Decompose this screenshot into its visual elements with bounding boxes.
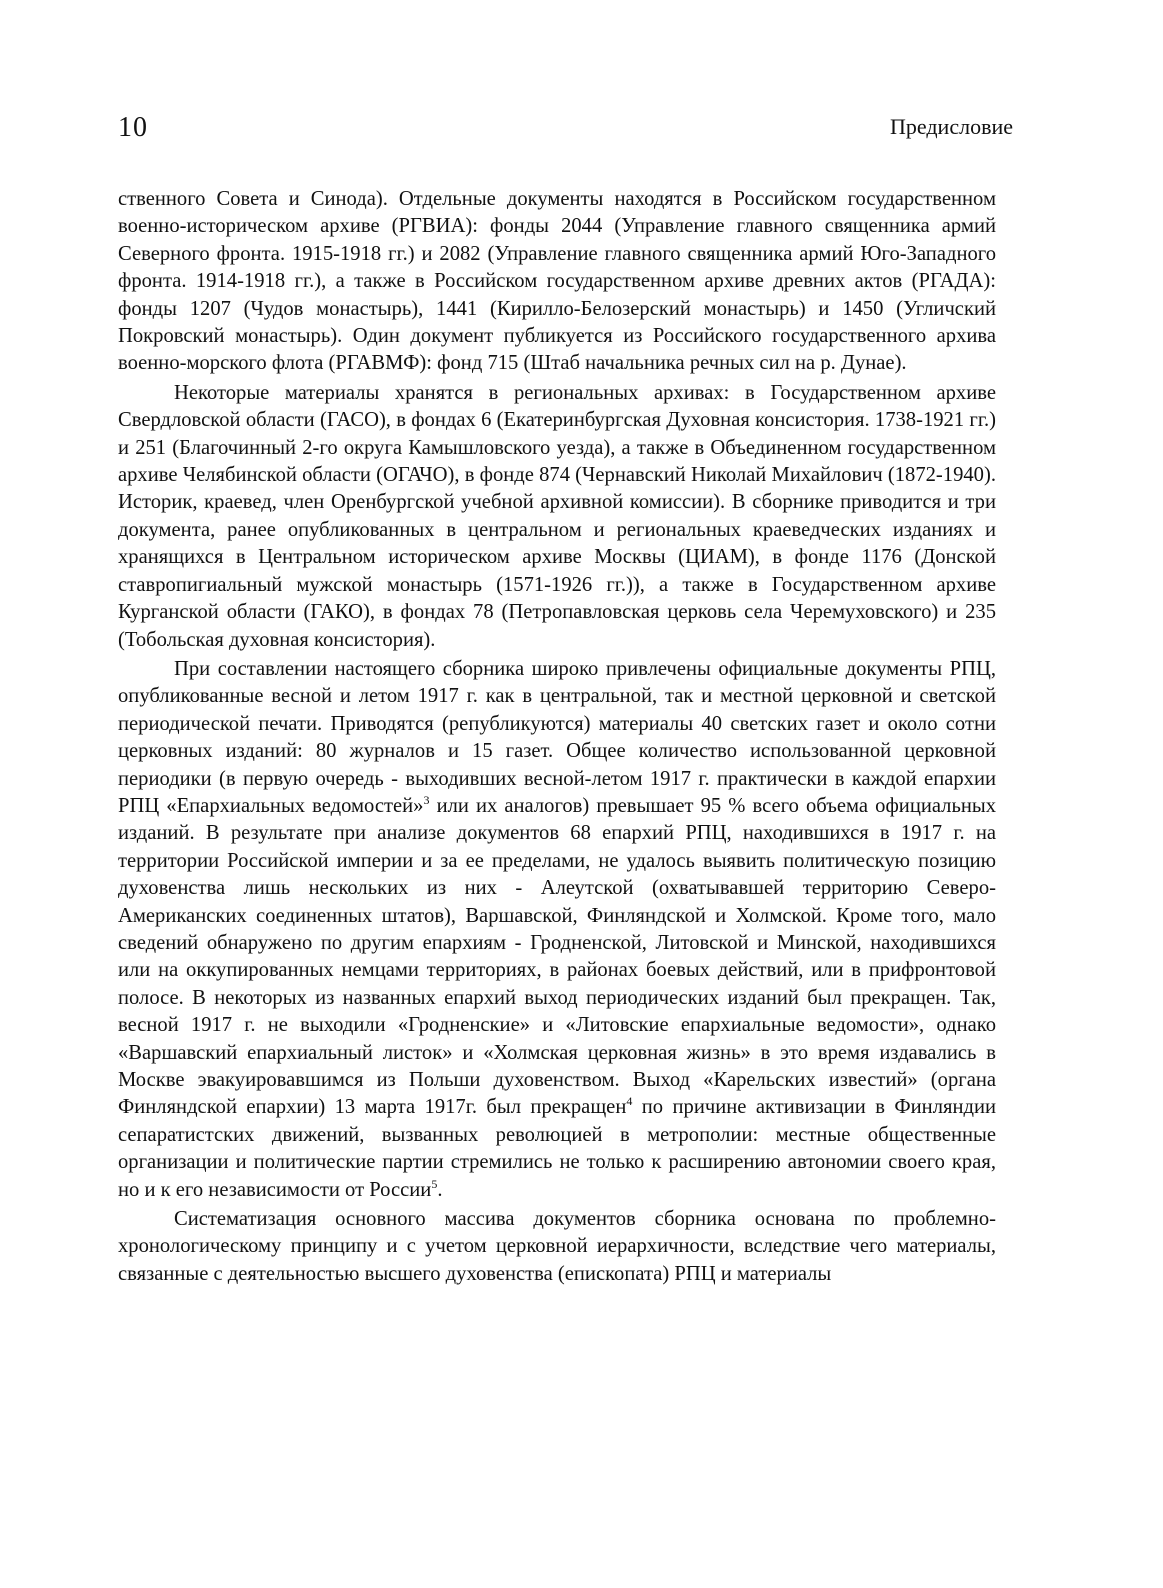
paragraph-periodicals bbox=[118, 656, 996, 1204]
paragraph-archives-central: ственного Совета и Синода). Отдельные документы находятся в Российском государственном военно-историческом архиве (РГВИА): фонды 2044 (Управление главного священника армий Северного фронта. 1915-1918 гг.) и 2082 (Управление главного священника армий Юго-Западного фронта. 1914-1918 гг.), а также в Российском государственном архиве древних актов (РГАДА): фонды 1207 (Чудов монастырь), 1441 (Кирилло-Белозерский монастырь) и 1450 (Угличский Покровский монастырь). Один документ публикуется из Российского государственного архива военно-морского флота (РГАВМФ): фонд 715 (Штаб начальника речных сил на р. Дунае). bbox=[118, 188, 996, 375]
footnote-ref-5: 5 bbox=[431, 1176, 438, 1191]
paragraph-periodicals-part-2: или их аналогов) превышает 95 % всего объема официальных изданий. В результате при анализе документов 68 епархий РПЦ, находившихся в 1917 г. на территории Российской империи и за ее пределами, не удалось выявить политическую позицию духовенства лишь нескольких из них - Алеутской (охватывавшей территорию Северо-Американских соединенных штатов), Варшавской, Финляндской и Холмской. Кроме того, мало сведений обнаружено по другим епархиям - Гродненской, Литовской и Минской, находившихся или на оккупированных немцами территориях, в районах боевых действий, или в прифронтовой полосе. В некоторых из названных епархий выход периодических изданий был прекращен. Так, весной 1917 г. не выходили «Гродненские» и «Литовские епархиальные ведомости», однако «Варшавский епархиальный листок» и «Холмская церковная жизнь» в это время издавались в Москве эвакуировавшимся из Польши духовенством. Выход «Карельских известий» (органа Финляндской епархии) 13 марта 1917г. был прекращен bbox=[118, 794, 997, 1119]
paragraph-periodicals-part-4: . bbox=[437, 1178, 443, 1201]
paragraph-archives-regional: Некоторые материалы хранятся в региональных архивах: в Государственном архиве Свердловской области (ГАСО), в фондах 6 (Екатеринбургская Духовная консистория. 1738-1921 гг.) и 251 (Благочинный 2-го округа Камышловского уезда), а также в Объединенном государственном архиве Челябинской области (ОГАЧО), в фонде 874 (Чернавский Николай Михайлович (1872-1940). Историк, краевед, член Оренбургской учебной архивной комиссии). В сборнике приводится и три документа, ранее опубликованных в центральном и региональных краеведческих изданиях и хранящихся в Центральном историческом архиве Москвы (ЦИАМ), в фонде 1176 (Донской ставропигиальный мужской монастырь (1571-1926 гг.)), а также в Государственном архиве Курганской области (ГАКО), в фондах 78 (Петропавловская церковь села Черемуховского) и 235 (Тобольская духовная консистория). bbox=[118, 381, 996, 651]
footnote-ref-4: 4 bbox=[626, 1094, 633, 1109]
page-body bbox=[118, 186, 996, 1288]
paragraph-periodicals-part-3: по причине активизации в Финляндии сепаратистских движений, вызванных революцией в метрополии: местные общественные организации и политические партии стремились не только к расширению автономии своего края, но и к его независимости от России bbox=[118, 1096, 996, 1201]
running-title: Предисловие bbox=[890, 114, 1013, 139]
page-number: 10 bbox=[118, 112, 148, 143]
paragraph-systematization: Систематизация основного массива документов сборника основана по проблемно-хронологическому принципу и с учетом церковной иерархичности, вследствие чего материалы, связанные с деятельностью высшего духовенства (епископата) РПЦ и материалы bbox=[118, 1208, 996, 1285]
paragraph-periodicals-part-1: При составлении настоящего сборника широко привлечены официальные документы РПЦ, опубликованные весной и летом 1917 г. как в центральной, так и местной церковной и светской периодической печати. Приводятся (републикуются) материалы 40 светских газет и около сотни церковных изданий: 80 журналов и 15 газет. Общее количество использованной церковной периодики (в первую очередь - выходивших весной-летом 1917 г. практически в каждой епархии РПЦ «Епархиальных ведомостей» bbox=[118, 657, 996, 817]
footnote-ref-3: 3 bbox=[423, 793, 430, 808]
